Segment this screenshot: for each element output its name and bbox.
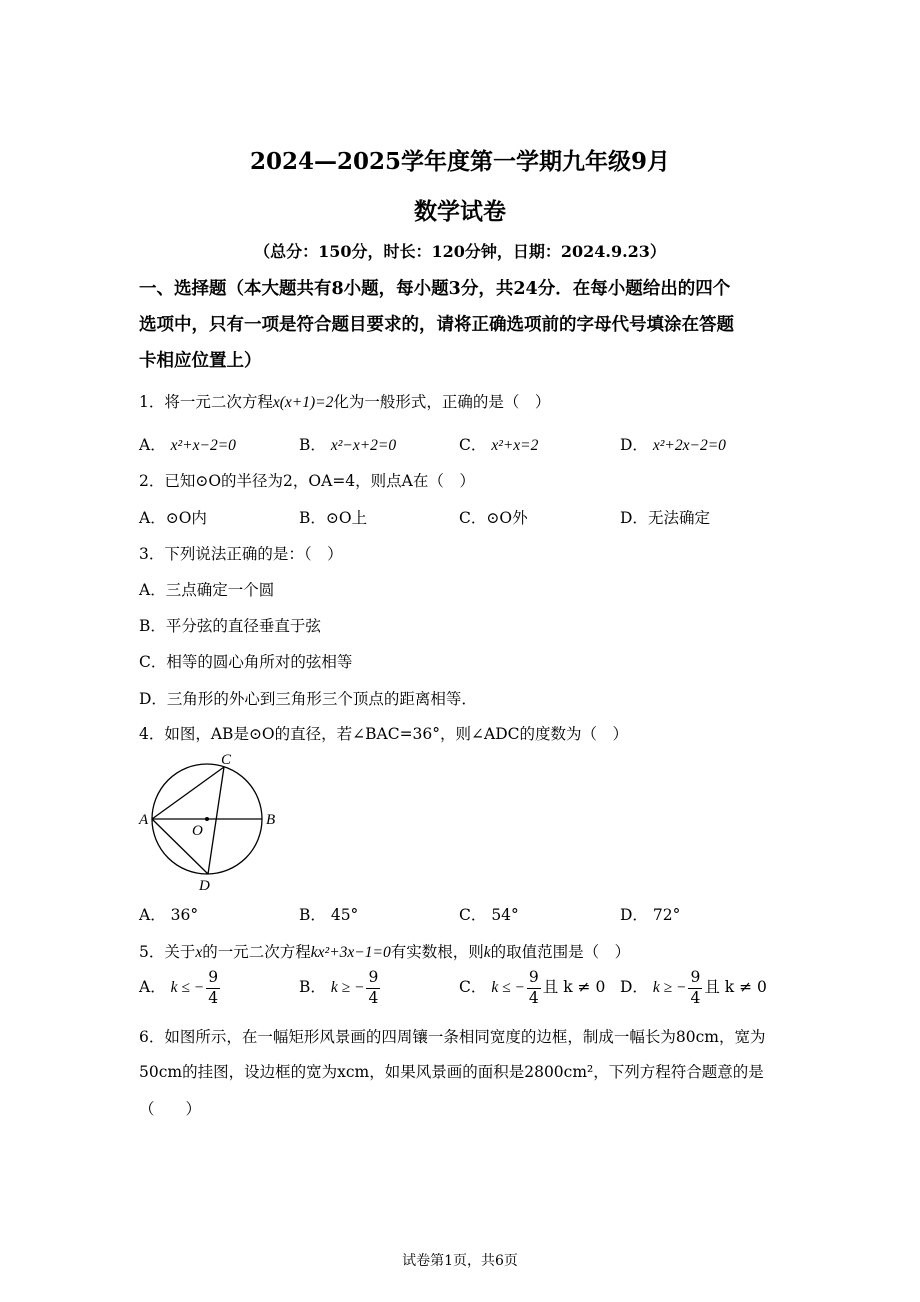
question-3: 3．下列说法正确的是：（ ） [139,545,343,563]
q1-option-d[interactable]: D． x²+2x−2=0 [620,436,726,454]
chord-ac [152,767,224,819]
q3-option-b[interactable]: B．平分弦的直径垂直于弦 [139,617,321,635]
q1-expression: x(x+1)=2 [272,394,334,411]
q1-pre: 1．将一元二次方程 [139,393,273,411]
label-d: D [199,878,210,894]
q2-option-c[interactable]: C．⊙O外 [459,509,528,527]
label-c: C [221,752,232,768]
exam-meta: （总分：150分，时长：120分钟，日期：2024.9.23） [254,242,666,261]
q2-option-b[interactable]: B．⊙O上 [299,509,368,527]
q4-option-d[interactable]: D． 72° [620,906,681,924]
center-point [205,817,209,821]
q1-option-c[interactable]: C． x²+x=2 [459,436,539,454]
section1-line2: 选项中，只有一项是符合题目要求的，请将正确选项前的字母代号填涂在答题 [139,315,734,335]
q1-option-a[interactable]: A． x²+x−2=0 [139,436,236,454]
q1-post: 化为一般形式，正确的是（ ） [333,393,551,411]
question-6-line1: 6．如图所示，在一幅矩形风景画的四周镶一条相同宽度的边框，制成一幅长为80cm，宽为 [139,1028,766,1046]
label-o: O [192,823,203,839]
label-b: B [266,812,276,828]
q4-option-c[interactable]: C． 54° [459,906,519,924]
question-6-line2: 50cm的挂图，设边框的宽为xcm，如果风景画的面积是2800cm²，下列方程符合题意的是 [139,1063,764,1081]
question-4: 4．如图，AB是⊙O的直径，若∠BAC=36°，则∠ADC的度数为（ ） [139,725,629,743]
q4-option-a[interactable]: A． 36° [139,906,199,924]
q4-option-b[interactable]: B． 45° [299,906,359,924]
q5-option-c[interactable]: C． k ≤ − $\frac{9}{4}$ 且 k ≠ 0 [459,968,606,1007]
circle-diagram [136,748,286,896]
section1-line3: 卡相应位置上） [139,351,262,371]
chord-cd [208,767,224,874]
question-6-line3: （ ） [139,1100,202,1118]
exam-title-line1: 2024—2025学年度第一学期九年级9月 [249,148,671,175]
section1-line1: 一、选择题（本大题共有8小题，每小题3分，共24分．在每小题给出的四个 [139,279,731,299]
q3-option-a[interactable]: A．三点确定一个圆 [139,581,275,599]
q5-option-b[interactable]: B． k ≥ − $\frac{9}{4}$ [299,968,379,1007]
q2-option-d[interactable]: D．无法确定 [620,509,710,527]
q5-option-d[interactable]: D． k ≥ − $\frac{9}{4}$ 且 k ≠ 0 [620,968,767,1007]
q2-option-a[interactable]: A．⊙O内 [139,509,207,527]
q5-option-a[interactable]: A． k ≤ − $\frac{9}{4}$ [139,968,219,1007]
page-footer: 试卷第1页，共6页 [402,1253,518,1269]
label-a: A [139,812,149,828]
exam-title-line2: 数学试卷 [414,198,506,225]
q3-option-d[interactable]: D．三角形的外心到三角形三个顶点的距离相等． [139,690,477,708]
question-5: 5．关于x的一元二次方程kx²+3x−1=0有实数根，则k的取值范围是（ ） [139,943,631,961]
q3-option-c[interactable]: C．相等的圆心角所对的弦相等 [139,653,353,671]
question-2: 2．已知⊙O的半径为2，OA=4，则点A在（ ） [139,472,475,490]
q1-option-b[interactable]: B． x²−x+2=0 [299,436,397,454]
question-1 [139,390,550,412]
